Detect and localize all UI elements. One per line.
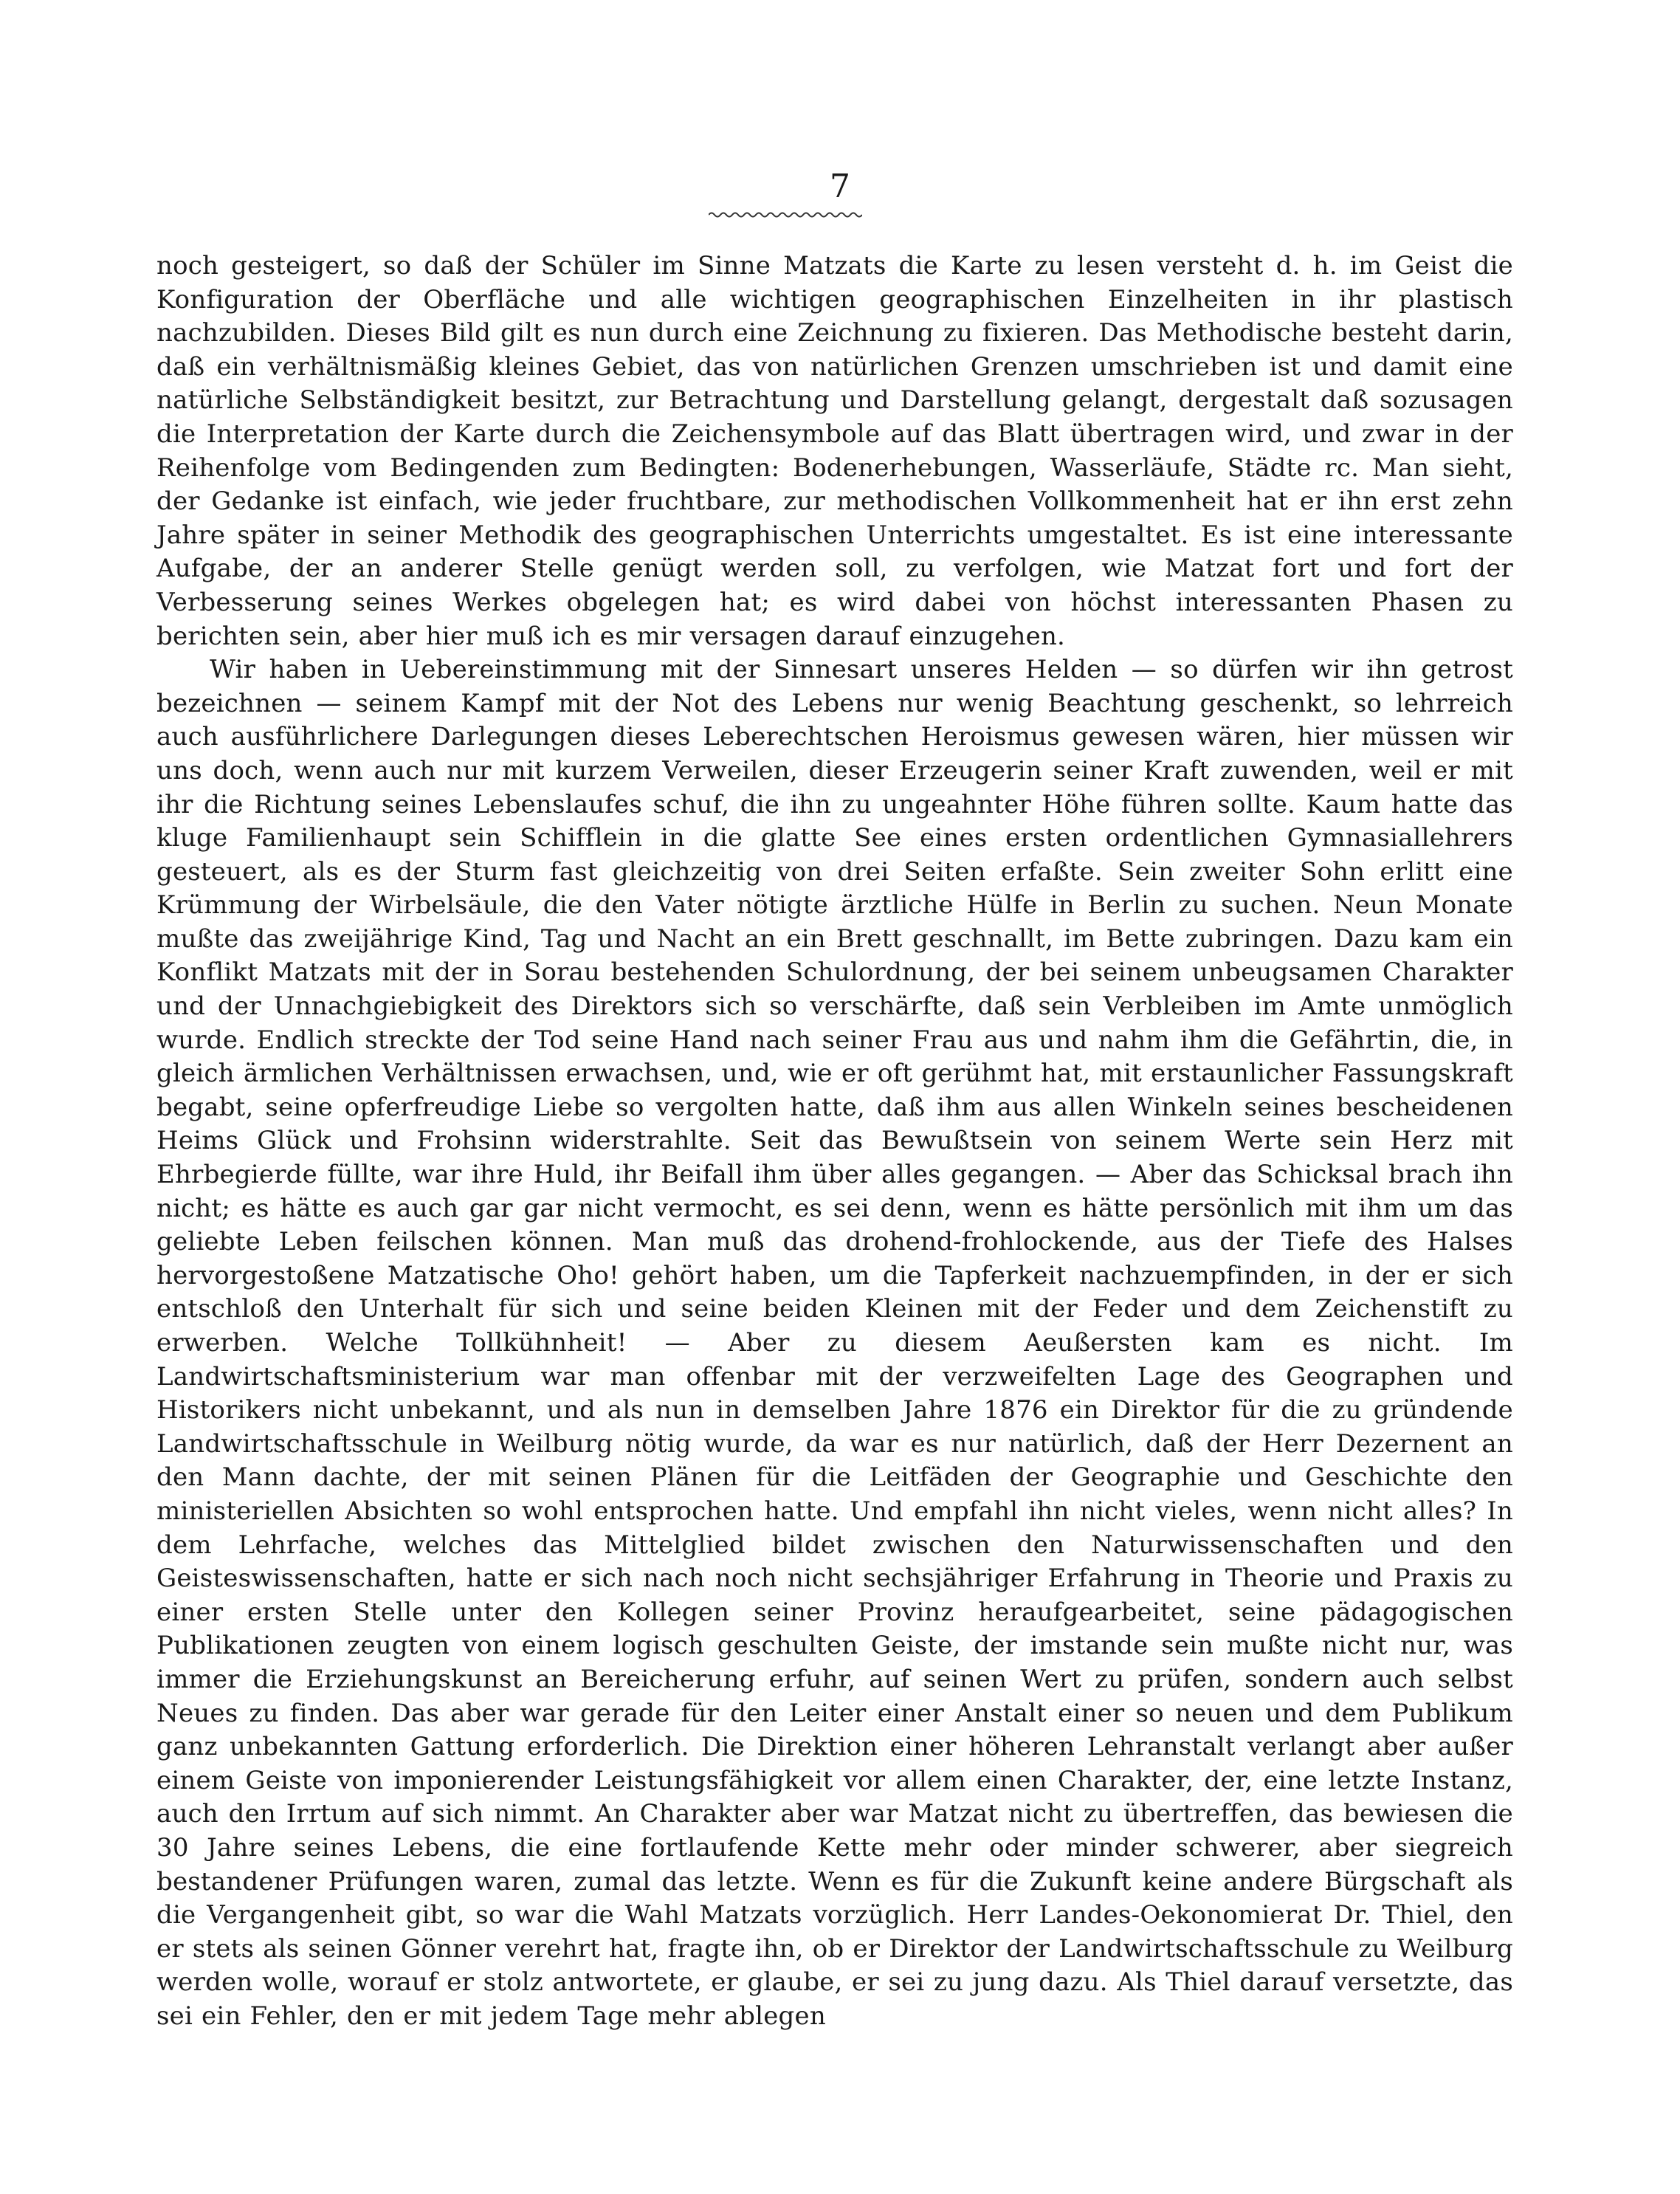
body-text [156,250,1513,2033]
paragraph-2: Wir haben in Uebereinstimmung mit der Sinnesart unseres Helden — so dürfen wir ihn getrost bezeichnen — seinem Kampf mit der Not des Lebens nur wenig Beachtung geschenkt, so lehrreich auch ausführlichere Darlegungen dieses Leberechtschen Heroismus gewesen wären, hier müssen wir uns doch, wenn auch nur mit kurzem Verweilen, dieser Erzeugerin seiner Kraft zuwenden, weil er mit ihr die Richtung seines Lebenslaufes schuf, die ihn zu ungeahnter Höhe führen sollte. Kaum hatte das kluge Familienhaupt sein Schifflein in die glatte See eines ersten ordentlichen Gymnasiallehrers gesteuert, als es der Sturm fast gleichzeitig von drei Seiten erfaßte. Sein zweiter Sohn erlitt eine Krümmung der Wirbelsäule, die den Vater nötigte ärztliche Hülfe in Berlin zu suchen. Neun Monate mußte das zweijährige Kind, Tag und Nacht an ein Brett geschnallt, im Bette zubringen. Dazu kam ein Konflikt Matzats mit der in Sorau bestehenden Schulordnung, der bei seinem unbeugsamen Charakter und der Unnachgiebigkeit des Direktors sich so verschärfte, daß sein Verbleiben im Amte unmöglich wurde. Endlich streckte der Tod seine Hand nach seiner Frau aus und nahm ihm die Gefährtin, die, in gleich ärmlichen Verhältnissen erwachsen, und, wie er oft gerühmt hat, mit erstaunlicher Fassungskraft begabt, seine opferfreudige Liebe so vergolten hatte, daß ihm aus allen Winkeln seines bescheidenen Heims Glück und Frohsinn widerstrahlte. Seit das Bewußtsein von seinem Werte sein Herz mit Ehrbegierde füllte, war ihre Huld, ihr Beifall ihm über alles gegangen. — Aber das Schicksal brach ihn nicht; es hätte es auch gar gar nicht vermocht, es sei denn, wenn es hätte persönlich mit ihm um das geliebte Leben feilschen können. Man muß das drohend-frohlockende, aus der Tiefe des Halses hervorgestoßene Matzatische Oho! gehört haben, um die Tapferkeit nachzuempfinden, in der er sich entschloß den Unterhalt für sich und seine beiden Kleinen mit der Feder und dem Zeichenstift zu erwerben. Welche Tollkühnheit! — Aber zu diesem Aeußersten kam es nicht. Im Landwirtschaftsministerium war man offenbar mit der verzweifelten Lage des Geographen und Historikers nicht unbekannt, und als nun in demselben Jahre 1876 ein Direktor für die zu gründende Landwirtschaftsschule in Weilburg nötig wurde, da war es nur natürlich, daß der Herr Dezernent an den Mann dachte, der mit seinen Plänen für die Leitfäden der Geographie und Geschichte den ministeriellen Absichten so wohl entsprochen hatte. Und empfahl ihn nicht vieles, wenn nicht alles? In dem Lehrfache, welches das Mittelglied bildet zwischen den Naturwissenschaften und den Geisteswissenschaften, hatte er sich nach noch nicht sechsjähriger Erfahrung in Theorie und Praxis zu einer ersten Stelle unter den Kollegen seiner Provinz heraufgearbeitet, seine pädagogischen Publikationen zeugten von einem logisch geschulten Geiste, der imstande sein mußte nicht nur, was immer die Erziehungskunst an Bereicherung erfuhr, auf seinen Wert zu prüfen, sondern auch selbst Neues zu finden. Das aber war gerade für den Leiter einer Anstalt einer so neuen und dem Publikum ganz unbekannten Gattung erforderlich. Die Direktion einer höheren Lehranstalt verlangt aber außer einem Geiste von imponierender Leistungsfähigkeit vor allem einen Charakter, der, eine letzte Instanz, auch den Irrtum auf sich nimmt. An Charakter aber war Matzat nicht zu übertreffen, das bewiesen die 30 Jahre seines Lebens, die eine fortlaufende Kette mehr oder minder schwerer, aber siegreich bestandener Prüfungen waren, zumal das letzte. Wenn es für die Zukunft keine andere Bürgschaft als die Vergangenheit gibt, so war die Wahl Matzats vorzüglich. Herr Landes-Oekonomierat Dr. Thiel, den er stets als seinen Gönner verehrt hat, fragte ihn, ob er Direktor der Landwirtschaftsschule zu Weilburg werden wolle, worauf er stolz antwortete, er glaube, er sei zu jung dazu. Als Thiel darauf versetzte, das sei ein Fehler, den er mit jedem Tage mehr ablegen [156,655,1513,2031]
page-number-ornament [709,210,862,220]
paragraph-1: noch gesteigert, so daß der Schüler im Sinne Matzats die Karte zu lesen versteht d. h. im Geist die Konfiguration der Oberfläche und alle wichtigen geographischen Einzelheiten in ihr plastisch nachzubilden. Dieses Bild gilt es nun durch eine Zeichnung zu fixieren. Das Methodische besteht darin, daß ein verhältnismäßig kleines Gebiet, das von natürlichen Grenzen umschrieben ist und damit eine natürliche Selbständigkeit besitzt, zur Betrachtung und Darstellung gelangt, dergestalt daß sozusagen die Interpretation der Karte durch die Zeichensymbole auf das Blatt übertragen wird, und zwar in der Reihenfolge vom Bedingenden zum Bedingten: Bodenerhebungen, Wasserläufe, Städte rc. Man sieht, der Gedanke ist einfach, wie jeder fruchtbare, zur methodischen Vollkommenheit hat er ihn erst zehn Jahre später in seiner Methodik des geographischen Unterrichts umgestaltet. Es ist eine interessante Aufgabe, der an anderer Stelle genügt werden soll, zu verfolgen, wie Matzat fort und fort der Verbesserung seines Werkes obgelegen hat; es wird dabei von höchst interessanten Phasen zu berichten sein, aber hier muß ich es mir versagen darauf einzugehen. [156,251,1513,651]
page-number: 7 [830,168,850,205]
